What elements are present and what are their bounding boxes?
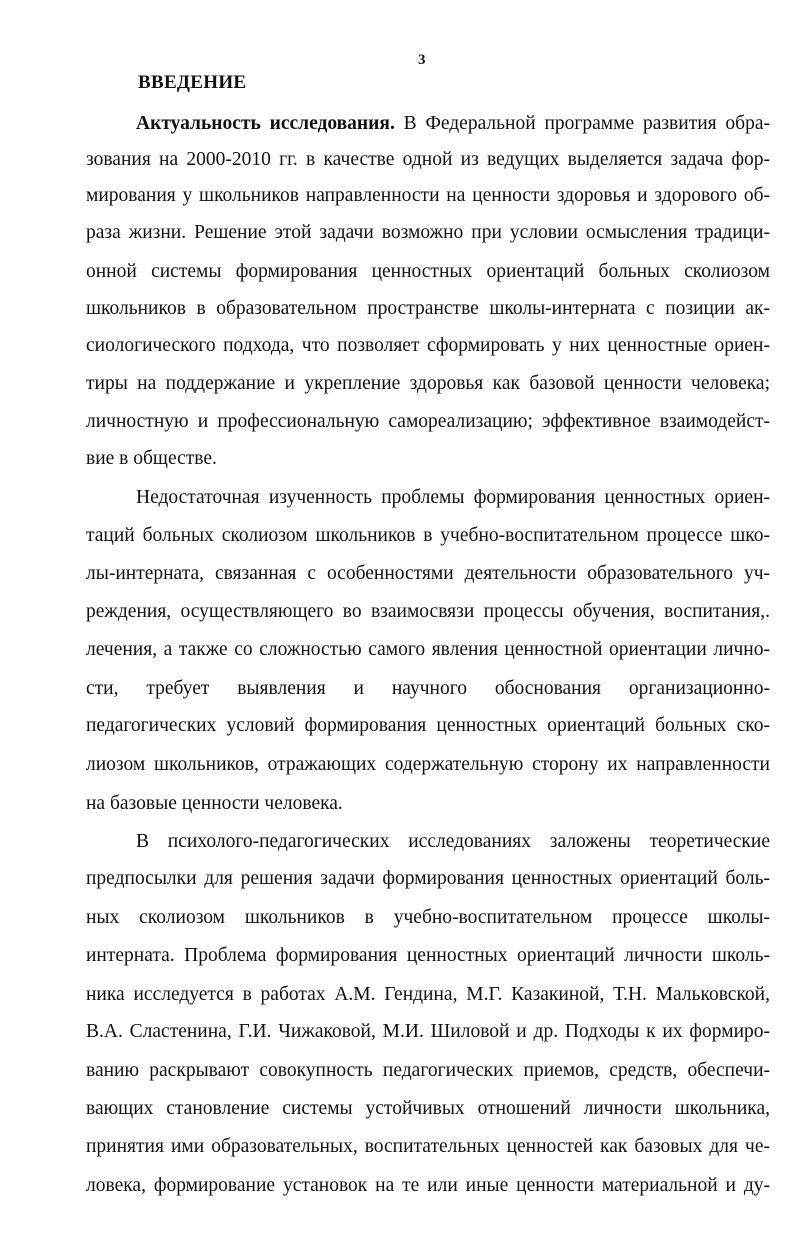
paragraph-3-line-2: предпосылки для решения задачи формирования ценностных ориентаций боль- — [86, 868, 770, 889]
paragraph-3-line-5: ника исследуется в работах А.М. Гендина, М.Г. Казакиной, Т.Н. Мальковской, — [86, 984, 770, 1005]
paragraph-2-line-8: лиозом школьников, отражающих содержательную сторону их направленности — [86, 754, 770, 775]
paragraph-2-line-3: лы-интерната, связанная с особенностями деятельности образовательного уч- — [86, 563, 770, 584]
paragraph-1-line-4: раза жизни. Решение этой задачи возможно при условии осмысления традици- — [86, 222, 770, 243]
paragraph-1-line-8: тиры на поддержание и укрепление здоровья как базовой ценности человека; — [86, 373, 770, 394]
paragraph-3-line-3: ных сколиозом школьников в учебно-воспитательном процессе школы- — [86, 907, 770, 928]
paragraph-1-line-5: онной системы формирования ценностных ориентаций больных сколиозом — [86, 261, 770, 282]
paragraph-3-line-10: ловека, формирование установок на те или иные ценности материальной и ду- — [86, 1175, 770, 1196]
paragraph-2-line-1: Недостаточная изученность проблемы формирования ценностных ориен- — [136, 487, 770, 508]
paragraph-2-line-5: лечения, а также со сложностью самого явления ценностной ориентации лично- — [86, 639, 770, 660]
paragraph-3-line-4: интерната. Проблема формирования ценностных ориентаций личности школь- — [86, 945, 770, 966]
paragraph-3-line-1: В психолого-педагогических исследованиях заложены теоретические — [136, 831, 770, 852]
section-heading: ВВЕДЕНИЕ — [138, 72, 247, 93]
paragraph-1-line-1-text: В Федеральной программе развития обра- — [394, 113, 770, 134]
paragraph-1-line-6: школьников в образовательном пространстве школы-интерната с позиции ак- — [86, 298, 770, 319]
paragraph-1-line-10: вие в обществе. — [86, 448, 217, 469]
paragraph-1-line-7: сиологического подхода, что позволяет сформировать у них ценностные ориен- — [86, 335, 770, 356]
paragraph-1-line-2: зования на 2000-2010 гг. в качестве одной из ведущих выделяется задача фор- — [86, 149, 770, 170]
paragraph-1-line-9: личностную и профессиональную самореализацию; эффективное взаимодейст- — [86, 411, 770, 432]
paragraph-2-line-4: реждения, осуществляющего во взаимосвязи процессы обучения, воспитания,. — [86, 601, 770, 622]
paragraph-2-line-6: сти, требует выявления и научного обоснования организационно- — [86, 678, 770, 699]
paragraph-3-line-9: принятия ими образовательных, воспитательных ценностей как базовых для че- — [86, 1136, 770, 1157]
paragraph-3-line-6: В.А. Сластенина, Г.И. Чижаковой, М.И. Шиловой и др. Подходы к их формиро- — [86, 1021, 770, 1042]
page-number: 3 — [418, 52, 426, 68]
paragraph-1-line-3: мирования у школьников направленности на ценности здоровья и здорового об- — [86, 185, 770, 206]
paragraph-1-lead: Актуальность исследования. — [136, 113, 395, 134]
paragraph-2-line-7: педагогических условий формирования ценностных ориентаций больных ско- — [86, 715, 770, 736]
paragraph-3-line-8: вающих становление системы устойчивых отношений личности школьника, — [86, 1098, 770, 1119]
paragraph-2-line-2: таций больных сколиозом школьников в учебно-воспитательном процессе шко- — [86, 525, 770, 546]
paragraph-3-line-7: ванию раскрывают совокупность педагогических приемов, средств, обеспечи- — [86, 1060, 770, 1081]
paragraph-1-line-1 — [136, 112, 770, 136]
paragraph-2-line-9: на базовые ценности человека. — [86, 793, 343, 814]
